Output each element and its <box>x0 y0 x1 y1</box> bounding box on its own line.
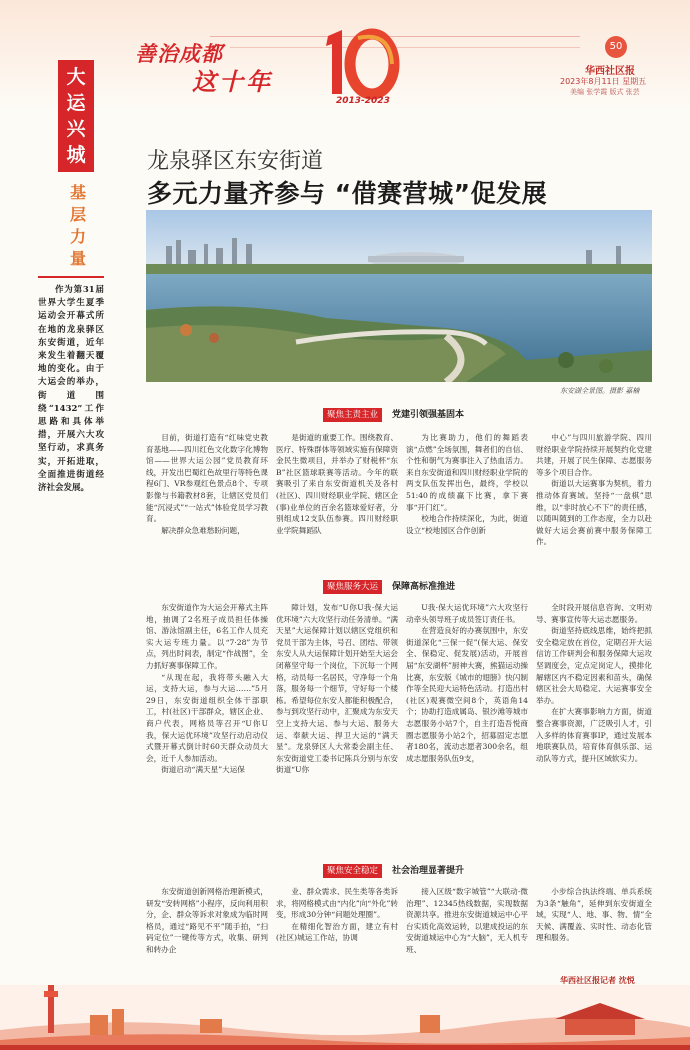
section-title-3: 社会治理显著提升 <box>392 866 465 876</box>
reporter-signature: 华西社区报记者 沈悦 <box>560 975 635 985</box>
paragraph: 校地合作持续深化，为此，街道设立“校地园区合作创新 <box>406 514 528 535</box>
issue-date: 2023年8月11日 星期五 <box>560 77 647 86</box>
ten-years-logo <box>320 26 400 100</box>
section-label-red: 大 运 兴 城 <box>58 60 94 172</box>
section-2-col-2: 障计划，发布“U你U我·保大运优环境”六大攻坚行动任务清单。“满天星”大运保障计划以辖区党组织和党员干部为主体，号召、团结、带领东安人从大运保障计划开始至大运会闭幕坚守每一个岗位，下沉每一个网格，动员每一名居民，守净每一个角落，服务每一个细节，守好每一个楼栋。希望每位东安人都能积极配合，参与到攻坚行动中，汇聚成为东安天空上支持大运、参与大运、服务大运、奉献大运、捍卫大运的“满天星”。龙泉驿区人大常委会副主任、东安街道党工委书记陈兵分别与东安街道“U你 <box>276 603 398 775</box>
section-2-col-4: 全时段开展信息咨询、文明劝导、赛事宣传等大运志愿服务。 街道坚持底线思维，始终把抓安全稳定放在首位，定期召开大运信访工作研判会和服务保障大运攻坚调度会，定点定岗定人，摸排化解辖区内不稳定因素和苗头，确保辖区社会大局稳定、大运赛事安全举办。 在扩大赛事影响力方面，街道整合赛事资源，广泛吸引人才，引入多样的体育赛事IP，通过发展本地联赛队员，培育体育俱乐部、运动队等方式，提升区域软实力。 <box>536 603 652 763</box>
page-number: 50 <box>605 36 627 58</box>
section-3-col-2: 业、群众需求、民生类等各类诉求，将网格模式由“内化”向“外化”转变，形成30分钟“问题处理圈”。 在精细化智治方面，建立有村(社区)城运工作站，协调 <box>276 887 398 943</box>
paragraph: 街道启动“满天星”大运保 <box>161 765 245 775</box>
section-title-2: 保障高标准推进 <box>392 582 456 592</box>
article-subtitle: 龙泉驿区东安街道 <box>147 149 324 174</box>
section-1-col-3: 为比赛助力，他们的舞蹈表演“点燃”全场氛围，舞者们的自信、个性和朝气为赛事注入了热血活力。来自东安街道和四川财经职业学院的两支队伍发挥出色，最终，学校以51:40的成绩赢下比赛，拿下赛事“开门红”。 校地合作持续深化，为此，街道设立“校地园区合作创新 <box>406 433 528 535</box>
header-slogan-line1: 善治成都 <box>135 41 223 66</box>
paragraph: 街道坚持底线思维，始终把抓安全稳定放在首位，定期召开大运信访工作研判会和服务保障大运攻坚调度会，定点定岗定人，摸排化解辖区内不稳定因素和苗头，确保辖区社会大局稳定、大运赛事安全举办。 <box>536 626 652 705</box>
section-heading-1 <box>0 408 690 422</box>
section-2-col-1: 东安街道作为大运会开幕式主阵地，抽调了2名班子成员担任体操馆、游泳馆副主任，6名工作人员充实大运专班力量。以“7·28”为节点，列出时间表，制定“作战图”，全力抓好赛事保障工作。 “从现在起，我将带头融入大运，支持大运，参与大运……”5月29日，东安街道组织全体干部职工，村(社区)干部群众，辖区企业、商户代表，网格员等召开“U你U我，保大运优环境”攻坚行动启动仪式暨开幕式倒计时60天群众动员大会，近千人参加活动。 街道启动“满天星”大运保 <box>146 603 268 775</box>
section-1-col-4: 中心”与四川旅游学院、四川财经职业学院持续开展契约化党建共建，开展了民生保障、志愿服务等多个项目合作。 街道以大运赛事为契机，着力推动体育赛域。坚持“一盘棋”思维，以“非时放心不下”的责任感，以随叫随到的工作态度，全力以赴做好大运会赛前赛中服务保障工作。 <box>536 433 652 547</box>
paper-name: 华西社区报 <box>585 66 635 77</box>
paragraph: “从现在起，我将带头融入大运，支持大运，参与大运……”5月29日，东安街道组织全体干部职工，村(社区)干部群众，辖区企业、商户代表，网格员等召开“U你U我，保大运优环境”攻坚行动启动仪式暨开幕式倒计时60天群众动员大会，近千人参加活动。 <box>146 672 268 763</box>
header-slogan-line2: 这十年 <box>192 67 273 96</box>
section-heading-3 <box>0 864 690 878</box>
section-1-col-1: 目前，街道打造有“红味党史教育基地——四川红色文化数字化博物馆——世界大运公园”党员教育环线，开发出巴蜀红色故里行等特色课程6门、VR参观红色景点8个、专项影像与书籍教材8套，让辖区党员们能“沉浸式”“一站式”体验党员学习教育。 解决群众急难愁盼问题， <box>146 433 268 535</box>
section-label <box>58 60 98 268</box>
paragraph: 解决群众急难愁盼问题， <box>161 525 245 535</box>
paragraph: 在营造良好的办赛氛围中，东安街道深化“三保一促”(保大运、保安全、保稳定、促发展)活动，开展首届“东安湖杯”厨神大赛，熊猫运动操比赛，东安版《城市的翅膀》快闪制作等全民迎大运特色活动。打造出村(社区)观赛微空间8个，英语角14个；协助打造成属岛、银沙滩等城市志愿服务小站7个，自主打造吾悦商圈志愿服务小站2个，招募固定志愿者180名，流动志愿者300余名，组成志愿服务队伍9支， <box>406 626 528 763</box>
page-header <box>0 0 690 110</box>
paragraph: 在精细化智治方面，建立有村(社区)城运工作站，协调 <box>276 921 398 943</box>
paragraph: 街道以大运赛事为契机，着力推动体育赛域。坚持“一盘棋”思维，以“非时放心不下”的责任感，以随叫随到的工作态度，全力以赴做好大运会赛前赛中服务保障工作。 <box>536 479 652 547</box>
lake-panorama-photo <box>146 210 652 382</box>
section-tag-3: 聚焦安全稳定 <box>323 864 382 878</box>
section-1-col-2: 是街道的重要工作。围绕教育、医疗、特殊群体等领域实施有保障资金民生微项目，并举办了财税杯“东B”社区篮球联赛等活动。今年的联赛吸引了来自东安街道机关及各村(社区)、四川财经职业学院、辖区企(事)业单位的百余名篮球爱好者，分别组成12支队伍参赛。四川财经职业学院舞蹈队 <box>276 433 398 535</box>
section-3-col-1: 东安街道创新网格治理新模式，研发“安转网格”小程序，反向利用积分，企、群众等诉求对象成为临时网格员，通过“路见不平”随手拍，“扫码定位”一键传等方式，收集、研判和转办企 <box>146 887 268 954</box>
section-3-col-3: 接入区级“数字城管”“大联动·微治理”、12345热线数据，实现数据资源共享。推进东安街道城运中心平台实质化高效运转，以建成投运的东安街道城运中心为“大脑”，无人机专班、 <box>406 887 528 954</box>
intro-lead: 作为第31届世界大学生夏季运动会开幕式所在地的龙泉驿区东安街道，近年来发生着翻天覆地的变化。由于大运会的举办，街道围绕“1432”工作思路和具体举措，开展六大攻坚行动，求真务实，开拓进取，全面推进街道经济社会发展。 <box>38 276 104 495</box>
header-years: 2013-2023 <box>336 96 390 106</box>
section-heading-2 <box>0 580 690 594</box>
section-3-col-4: 小步综合执法终端、单兵系统为3条“触角”，延伸到东安街道全域，实现“人、地、事、物、情”全天候、满覆盖、实时性、动态化管理和服务。 <box>536 887 652 943</box>
photo-caption: 东安湖全景图。摄影 嘉楠 <box>560 387 640 395</box>
section-label-orange: 基 层 力 量 <box>69 183 86 268</box>
section-tag-2: 聚焦服务大运 <box>323 580 382 594</box>
city-skyline-illustration <box>0 985 690 1050</box>
editors-credit: 美编 张学霞 版式 张芸 <box>570 88 640 96</box>
section-title-1: 党建引领强基固本 <box>392 410 465 420</box>
section-2-col-3: U我·保大运优环境”六大攻坚行动牵头领导班子成员签订责任书。 在营造良好的办赛氛围中，东安街道深化“三保一促”(保大运、保安全、保稳定、促发展)活动，开展首届“东安湖杯”厨神大赛，熊猫运动操比赛，东安版《城市的翅膀》快闪制作等全民迎大运特色活动。打造出村(社区)观赛微空间8个，英语角14个；协助打造成属岛、银沙滩等城市志愿服务小站7个，自主打造吾悦商圈志愿服务小站2个，招募固定志愿者180名，流动志愿者300余名，组成志愿服务队伍9支， <box>406 603 528 763</box>
article-title: 多元力量齐参与 “借赛营城”促发展 <box>147 179 548 208</box>
paragraph: 在扩大赛事影响力方面，街道整合赛事资源，广泛吸引人才，引入多样的体育赛事IP，通过发展本地联赛队员，培育体育俱乐部、运动队等方式，提升区域软实力。 <box>536 707 652 763</box>
section-tag-1: 聚焦主责主业 <box>323 408 382 422</box>
